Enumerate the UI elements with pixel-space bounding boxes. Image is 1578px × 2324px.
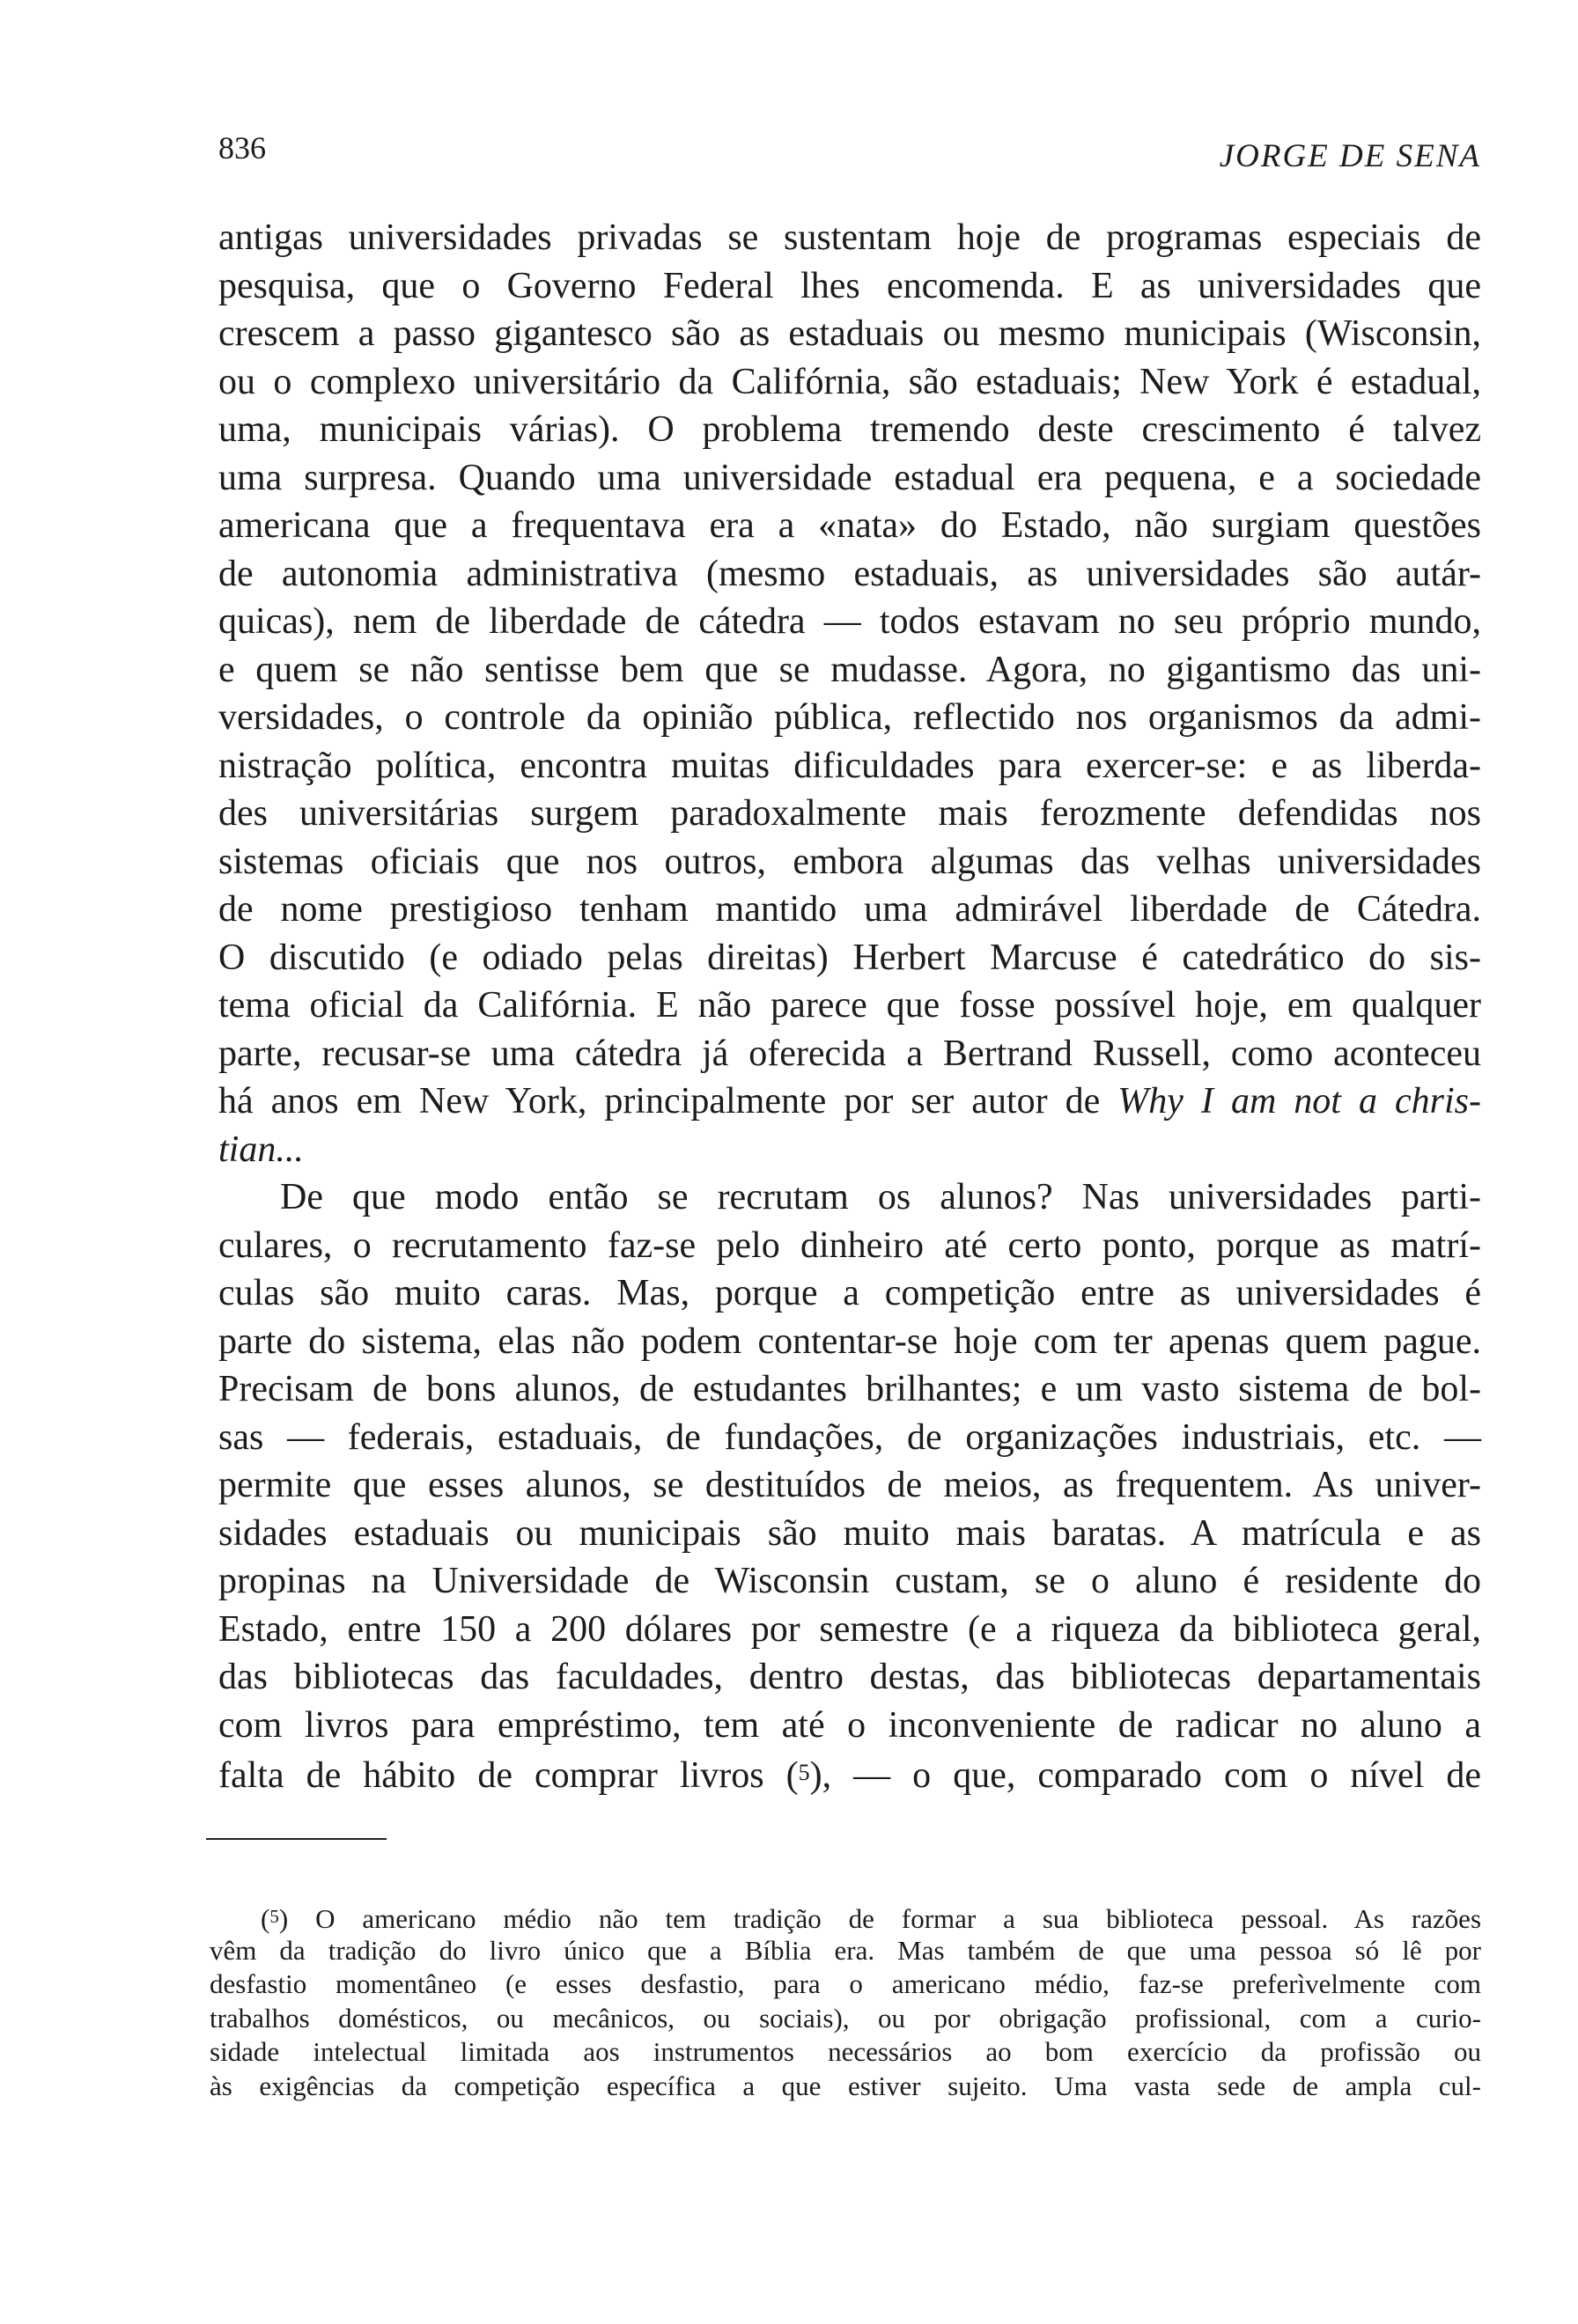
footnote-line: sidade intelectual limitada aos instrumentos necessários ao bom exercício da profissão ou: [210, 2036, 1481, 2067]
body-line: des universitárias surgem paradoxalmente mais ferozmente defendidas nos: [218, 793, 1481, 834]
paragraph-2-line: sas — federais, estaduais, de fundações, de organizações industriais, etc. —: [218, 1416, 1481, 1458]
body-text: [218, 214, 1481, 1798]
paragraph-2-line: culas são muito caras. Mas, porque a competição entre as universidades é: [218, 1273, 1481, 1313]
body-line: de autonomia administrativa (mesmo estaduais, as universidades são autár-: [218, 553, 1481, 594]
body-line-text: ), — o que, comparado com o nível de: [809, 1755, 1481, 1796]
paragraph-2-line: Estado, entre 150 a 200 dólares por semestre (e a riqueza da biblioteca geral,: [218, 1608, 1481, 1650]
paragraph-2-line-with-footnote-ref: [218, 1749, 1481, 1798]
body-line: de nome prestigioso tenham mantido uma admirável liberdade de Cátedra.: [218, 889, 1481, 930]
body-line-with-title: [218, 1077, 1481, 1126]
footnote-reference[interactable]: 5: [798, 1760, 810, 1785]
body-line: O discutido (e odiado pelas direitas) Herbert Marcuse é catedrático do sis-: [218, 937, 1481, 978]
paragraph-2-line: Precisam de bons alunos, de estudantes brilhantes; e um vasto sistema de bol-: [218, 1369, 1481, 1409]
running-head-author: JORGE DE SENA: [1219, 138, 1481, 174]
footnote-marker-number: 5: [269, 1906, 279, 1927]
body-line: nistração política, encontra muitas dificuldades para exercer-se: e as liberda-: [218, 745, 1481, 786]
footnote-line: trabalhos domésticos, ou mecânicos, ou sociais), ou por obrigação profissional, com a curio-: [210, 2002, 1481, 2034]
paragraph-2-line: culares, o recrutamento faz-se pelo dinheiro até certo ponto, porque as matrí-: [218, 1225, 1481, 1266]
body-line-text: há anos em New York, principalmente por ser autor de: [218, 1081, 1118, 1122]
footnote-first-line: [210, 1900, 1481, 1934]
body-line: tema oficial da Califórnia. E não parece que fosse possível hoje, em qualquer: [218, 985, 1481, 1026]
paragraph-2-line: permite que esses alunos, se destituídos de meios, as frequentem. As univer-: [218, 1465, 1481, 1505]
paragraph-2-line: sidades estaduais ou municipais são muito mais baratas. A matrícula e as: [218, 1512, 1481, 1554]
book-title-italic: Why I am not a chris-: [1117, 1081, 1481, 1122]
footnote-text: O americano médio não tem tradição de formar a sua biblioteca pessoal. As razões: [315, 1903, 1482, 1934]
body-line-text: falta de hábito de comprar livros (: [218, 1755, 799, 1796]
footnote-marker-paren: ): [278, 1903, 289, 1934]
footnote-marker: [261, 1903, 288, 1934]
body-line: americana que a frequentava era a «nata» do Estado, não surgiam questões: [218, 505, 1481, 546]
footnote-line: às exigências da competição específica a que estiver sujeito. Uma vasta sede de ampla cul-: [210, 2070, 1481, 2101]
paragraph-2-line: parte do sistema, elas não podem contentar-se hoje com ter apenas quem pague.: [218, 1320, 1481, 1362]
body-line: uma surpresa. Quando uma universidade estadual era pequena, e a sociedade: [218, 457, 1481, 498]
paragraph-2-line: propinas na Universidade de Wisconsin custam, se o aluno é residente do: [218, 1561, 1481, 1601]
page-number: 836: [218, 130, 266, 165]
body-line: antigas universidades privadas se sustentam hoje de programas especiais de: [218, 217, 1481, 258]
body-line: pesquisa, que o Governo Federal lhes encomenda. E as universidades que: [218, 265, 1481, 306]
footnote-marker-paren: (: [261, 1903, 270, 1934]
body-line: [218, 1126, 1481, 1174]
footnote-block: [210, 1900, 1481, 2103]
paragraph-2-line: De que modo então se recrutam os alunos? Nas universidades parti-: [280, 1177, 1481, 1217]
book-title-italic-cont: tian...: [218, 1129, 304, 1170]
footnote-separator-rule: [206, 1838, 387, 1840]
body-line: parte, recusar-se uma cátedra já oferecida a Bertrand Russell, como aconteceu: [218, 1033, 1481, 1074]
body-line: uma, municipais várias). O problema tremendo deste crescimento é talvez: [218, 409, 1481, 450]
body-line: versidades, o controle da opinião pública, reflectido nos organismos da admi-: [218, 697, 1481, 738]
paragraph-2-line: com livros para empréstimo, tem até o inconveniente de radicar no aluno a: [218, 1704, 1481, 1746]
paragraph-2-line: das bibliotecas das faculdades, dentro destas, das bibliotecas departamentais: [218, 1657, 1481, 1697]
page-header: [218, 129, 1481, 181]
body-line: e quem se não sentisse bem que se mudasse. Agora, no gigantismo das uni-: [218, 649, 1481, 690]
body-line: ou o complexo universitário da Califórnia, são estaduais; New York é estadual,: [218, 361, 1481, 402]
footnote-line: vêm da tradição do livro único que a Bíblia era. Mas também de que uma pessoa só lê por: [210, 1934, 1481, 1966]
body-line: sistemas oficiais que nos outros, embora algumas das velhas universidades: [218, 841, 1481, 882]
body-line: crescem a passo gigantesco são as estaduais ou mesmo municipais (Wisconsin,: [218, 313, 1481, 354]
footnote-line: desfastio momentâneo (e esses desfastio, para o americano médio, faz-se preferìvelmente com: [210, 1968, 1481, 1999]
body-line: quicas), nem de liberdade de cátedra — todos estavam no seu próprio mundo,: [218, 601, 1481, 642]
